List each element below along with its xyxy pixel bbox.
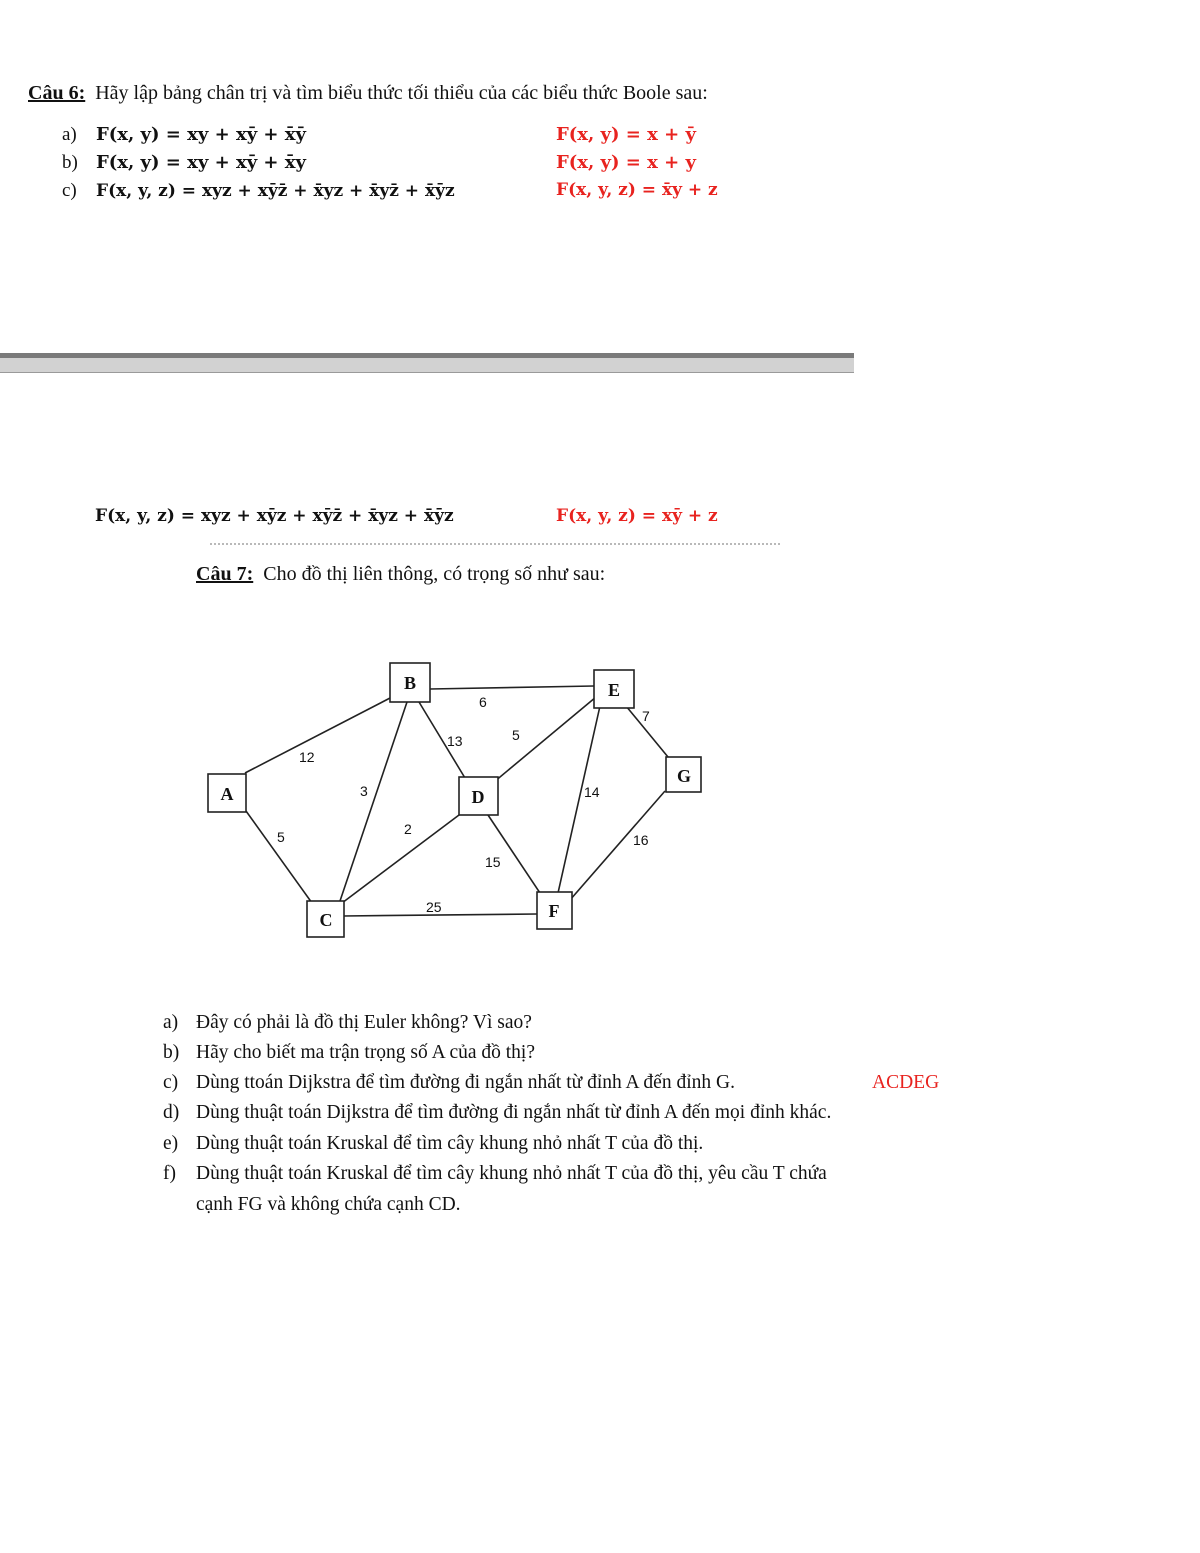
q6-item-a-expr: F(x, y) = xy + xȳ + x̄ȳ [96,124,306,145]
q7-item-b-text: Hãy cho biết ma trận trọng số A của đồ thị? [196,1042,536,1063]
weight-BE: 6 [479,694,487,710]
q6-item-c-key: c) [62,180,77,201]
q7-item-a-key: a) [163,1012,179,1033]
q6-item-a-answer: F(x, y) = x + ȳ [556,124,696,145]
weight-BC: 3 [360,783,368,799]
node-A-label: A [220,784,234,804]
q7-item-d [163,1102,831,1124]
edge-BE [430,686,594,689]
q7-item-d-text: Dùng thuật toán Dijkstra để tìm đường đi ngắn nhất từ đỉnh A đến mọi đỉnh khác. [196,1102,832,1123]
q7-item-a-text: Đây có phải là đồ thị Euler không? Vì sao? [196,1012,532,1033]
weight-CD: 2 [404,821,412,837]
q7-label: Câu 7: [196,563,254,585]
q7-item-f-text: Dùng thuật toán Kruskal để tìm cây khung nhỏ nhất T của đồ thị, yêu cầu T chứa [196,1163,827,1184]
q6-item-b-answer: F(x, y) = x + y [556,152,696,173]
q6-item-c-expr: F(x, y, z) = xyz + xȳz̄ + x̄yz + x̄yz̄ + x̄ȳz [96,181,455,201]
node-G-label: G [676,766,692,786]
q6-label: Câu 6: [28,82,86,104]
weight-AB: 12 [299,749,315,765]
q6-item-c-answer: F(x, y, z) = x̄y + z [556,180,718,200]
q7-item-e [163,1133,703,1155]
weight-EF: 14 [584,784,600,800]
weight-EG: 7 [642,708,650,724]
edge-DE [494,697,596,782]
node-C-label: C [319,910,333,930]
q7-item-d-key: d) [163,1102,180,1123]
node-D-label: D [471,787,485,807]
node-E-label: E [607,680,621,700]
weight-CF: 25 [426,899,442,915]
q7-item-c-key: c) [163,1072,179,1093]
q7-item-b [163,1042,535,1064]
q6-item-b-expr: F(x, y) = xy + xȳ + x̄y [96,152,306,173]
q6-item-a-key: a) [62,124,77,145]
q7-item-a [163,1012,532,1034]
q7-text: Cho đồ thị liên thông, có trọng số như sau: [263,563,606,585]
q7-item-f-key: f) [163,1163,176,1184]
weight-AC: 5 [277,829,285,845]
q7-item-c-answer: ACDEG [872,1072,940,1093]
weight-DE: 5 [512,727,520,743]
edge-BC [340,702,407,901]
q7-item-f-text2: cạnh FG và không chứa cạnh CD. [196,1194,461,1215]
edge-AB [245,697,392,773]
q7-item-f [163,1163,827,1185]
q7-item-c-text: Dùng ttoán Dijkstra để tìm đường đi ngắn nhất từ đỉnh A đến đỉnh G. [196,1072,735,1093]
node-B-label: B [403,673,417,693]
edge-FG [570,791,665,900]
q7-item-e-text: Dùng thuật toán Kruskal để tìm cây khung nhỏ nhất T của đồ thị. [196,1133,704,1154]
q6-text: Hãy lập bảng chân trị và tìm biểu thức tối thiểu của các biểu thức Boole sau: [95,82,708,104]
weight-FG: 16 [633,832,649,848]
weight-BD: 13 [447,733,463,749]
node-F-label: F [548,901,560,921]
q7-item-b-key: b) [163,1042,180,1063]
q6-item-b-key: b) [62,152,78,173]
edge-AC [246,811,312,903]
extra-formula-expr: F(x, y, z) = xyz + xȳz + xȳz̄ + x̄yz + x̄ȳz [95,506,454,526]
weight-DF: 15 [485,854,501,870]
edge-CD [342,812,463,903]
q7-item-c [163,1072,735,1094]
extra-formula-answer: F(x, y, z) = xȳ + z [556,506,718,526]
q7-item-e-key: e) [163,1133,179,1154]
